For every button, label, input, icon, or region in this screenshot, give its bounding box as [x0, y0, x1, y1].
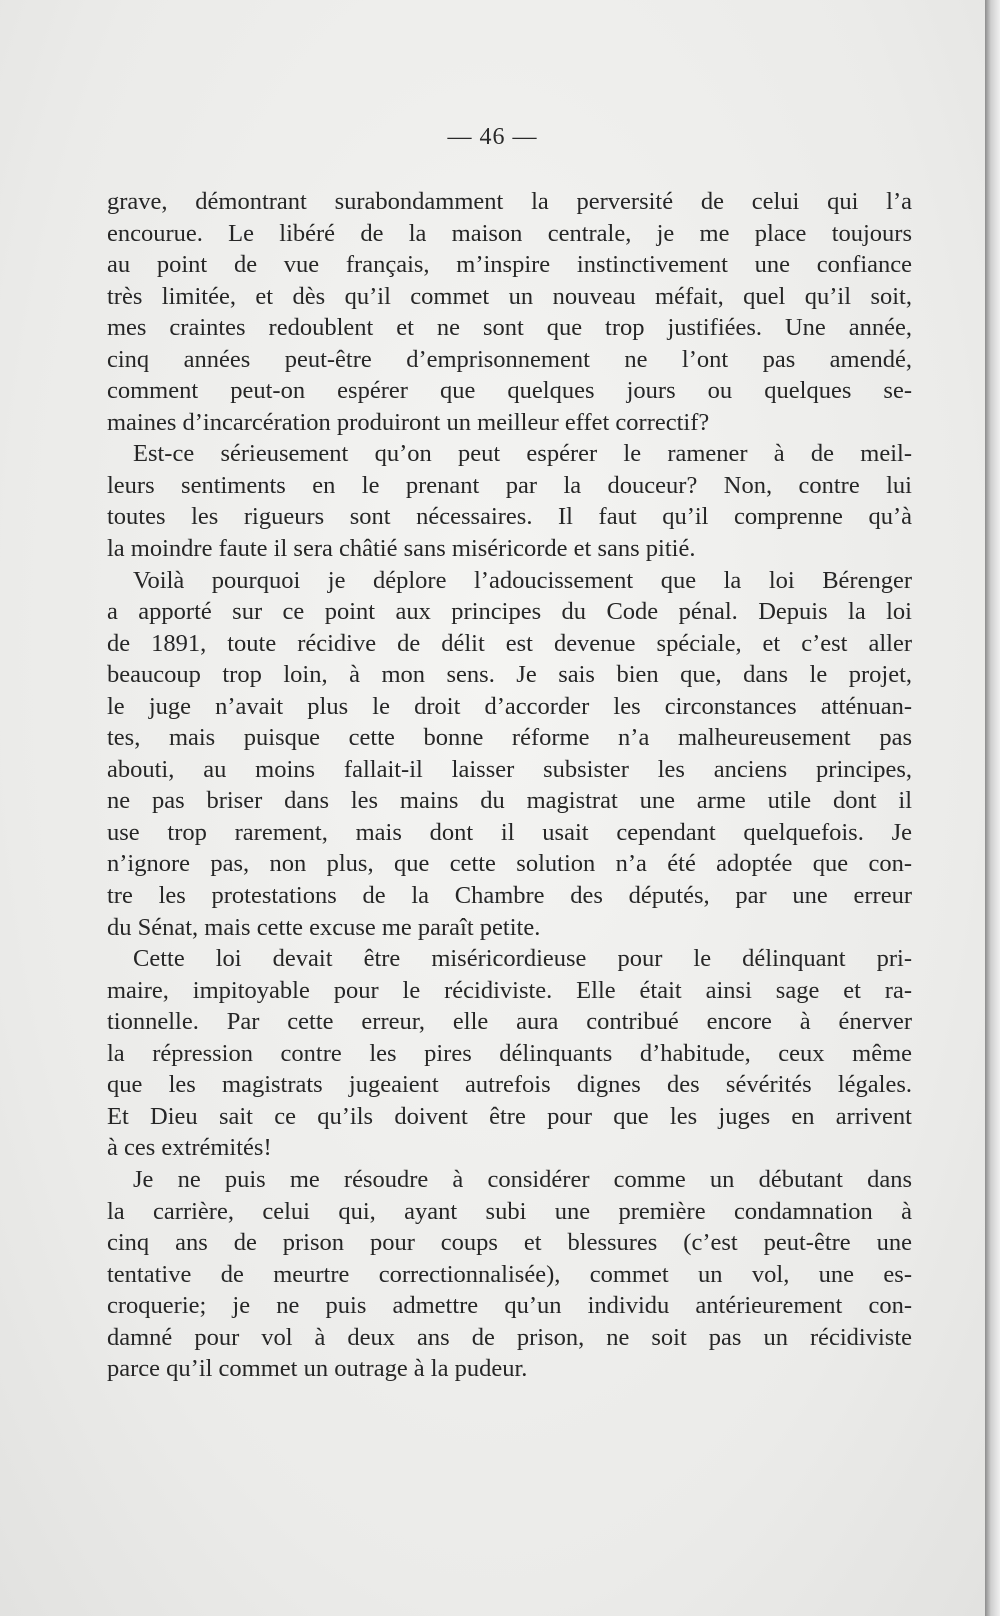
- text-line: très limitée, et dès qu’il commet un nouveau méfait, quel qu’il soit,: [107, 282, 912, 310]
- text-line: le juge n’avait plus le droit d’accorder les circonstances atténuan-: [107, 692, 912, 720]
- text-line: damné pour vol à deux ans de prison, ne soit pas un récidiviste: [107, 1323, 912, 1351]
- text-line: leurs sentiments en le prenant par la douceur? Non, contre lui: [107, 471, 912, 499]
- text-line: Je ne puis me résoudre à considérer comme un débutant dans: [133, 1165, 912, 1193]
- text-line: abouti, au moins fallait-il laisser subsister les anciens principes,: [107, 755, 912, 783]
- body-text: [107, 186, 912, 1385]
- text-line: cinq années peut-être d’emprisonnement ne l’ont pas amendé,: [107, 345, 912, 373]
- text-line: a apporté sur ce point aux principes du Code pénal. Depuis la loi: [107, 598, 912, 626]
- text-line: cinq ans de prison pour coups et blessures (c’est peut-être une: [107, 1229, 912, 1257]
- text-line: croquerie; je ne puis admettre qu’un individu antérieurement con-: [107, 1292, 912, 1320]
- text-line: tre les protestations de la Chambre des députés, par une erreur: [107, 882, 912, 910]
- text-line: parce qu’il commet un outrage à la pudeur.: [107, 1355, 528, 1383]
- text-line: que les magistrats jugeaient autrefois dignes des sévérités légales.: [107, 1071, 912, 1099]
- text-line: maire, impitoyable pour le récidiviste. Elle était ainsi sage et ra-: [107, 976, 912, 1004]
- text-line: use trop rarement, mais dont il usait cependant quelquefois. Je: [107, 818, 912, 846]
- text-line: la répression contre les pires délinquants d’habitude, ceux même: [107, 1039, 912, 1067]
- text-line: la moindre faute il sera châtié sans miséricorde et sans pitié.: [107, 535, 696, 563]
- text-line: la carrière, celui qui, ayant subi une première condamnation à: [107, 1197, 912, 1225]
- text-line: mes craintes redoublent et ne sont que trop justifiées. Une année,: [107, 314, 912, 342]
- text-line: toutes les rigueurs sont nécessaires. Il faut qu’il comprenne qu’à: [107, 503, 912, 531]
- text-line: encourue. Le libéré de la maison centrale, je me place toujours: [107, 219, 912, 247]
- text-line: à ces extrémités!: [107, 1134, 272, 1162]
- text-line: au point de vue français, m’inspire instinctivement une confiance: [107, 251, 912, 279]
- text-line: ne pas briser dans les mains du magistrat une arme utile dont il: [107, 787, 912, 815]
- text-line: Voilà pourquoi je déplore l’adoucissement que la loi Bérenger: [133, 566, 912, 594]
- text-line: du Sénat, mais cette excuse me paraît petite.: [107, 913, 541, 941]
- text-line: Est-ce sérieusement qu’on peut espérer le ramener à de meil-: [133, 440, 912, 468]
- text-line: Cette loi devait être miséricordieuse pour le délinquant pri-: [133, 945, 912, 973]
- page-edge-shadow: [985, 0, 1000, 1616]
- text-line: tes, mais puisque cette bonne réforme n’a malheureusement pas: [107, 724, 912, 752]
- text-line: n’ignore pas, non plus, que cette solution n’a été adoptée que con-: [107, 850, 912, 878]
- text-line: de 1891, toute récidive de délit est devenue spéciale, et c’est aller: [107, 629, 912, 657]
- text-line: grave, démontrant surabondamment la perversité de celui qui l’a: [107, 188, 912, 215]
- text-line: comment peut-on espérer que quelques jours ou quelques se-: [107, 377, 912, 405]
- text-line: tionnelle. Par cette erreur, elle aura contribué encore à énerver: [107, 1008, 912, 1036]
- text-line: tentative de meurtre correctionnalisée), commet un vol, une es-: [107, 1260, 912, 1288]
- text-line: maines d’incarcération produiront un meilleur effet correctif?: [107, 408, 710, 436]
- page-number: — 46 —: [447, 124, 538, 150]
- text-line: Et Dieu sait ce qu’ils doivent être pour que les juges en arrivent: [107, 1102, 912, 1130]
- text-line: beaucoup trop loin, à mon sens. Je sais bien que, dans le projet,: [107, 661, 912, 689]
